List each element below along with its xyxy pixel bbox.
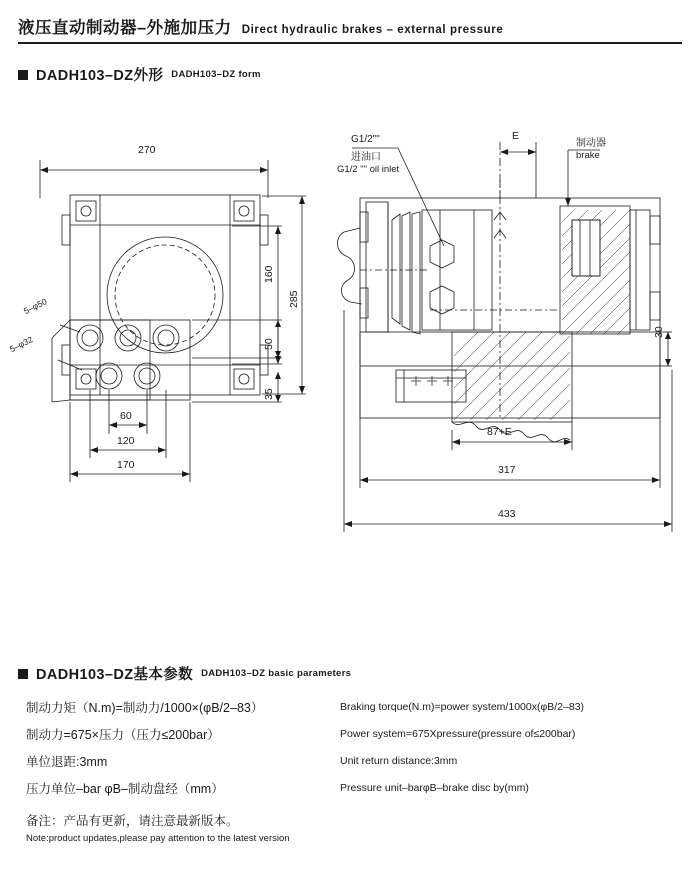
bullet-square-icon [18, 70, 28, 80]
section-form-title-cn: DADH103–DZ外形 [36, 68, 164, 84]
dim-433: 433 [498, 508, 516, 520]
param-en-3: Unit return distance:3mm [340, 755, 458, 767]
technical-drawing [0, 120, 700, 590]
dim-35: 35 [263, 388, 275, 400]
label-inlet-en: G1/2 "" oil inlet [337, 164, 400, 175]
page-title-en: Direct hydraulic brakes – external pressure [241, 24, 504, 36]
note-cn: 备注：产品有更新，请注意最新版本。 [26, 814, 239, 828]
dim-5-phi-50: 5–φ50 [22, 296, 49, 316]
label-brake-cn: 制动器 [576, 138, 606, 149]
dim-5-phi-32: 5–φ32 [8, 334, 35, 354]
label-brake-en: brake [576, 150, 600, 161]
dim-170: 170 [117, 459, 135, 471]
dim-E: E [512, 130, 520, 142]
dim-317: 317 [498, 464, 516, 476]
label-inlet-cn: 进油口 [351, 152, 381, 163]
page-title-cn: 液压直动制动器–外施加压力 [18, 19, 232, 37]
dim-270: 270 [138, 144, 156, 156]
label-inlet-size: G1/2"" [351, 134, 380, 145]
param-en-2: Power system=675Xpressure(pressure of≤200bar) [340, 728, 576, 740]
param-en-1: Braking torque(N.m)=power system/1000x(φB/2–83) [340, 701, 585, 713]
dim-285: 285 [288, 290, 300, 308]
section-heading-parameters [18, 663, 351, 684]
dim-30: 30 [653, 326, 665, 338]
dim-60: 60 [120, 410, 132, 422]
param-cn-4: 压力单位–bar φB–制动盘经（mm） [26, 782, 224, 796]
section-heading-form [18, 64, 261, 85]
dim-50: 50 [263, 338, 275, 350]
note-en: Note:product updates,please pay attention to the latest version [26, 833, 290, 844]
dim-120: 120 [117, 435, 135, 447]
param-cn-2: 制动力=675×压力（压力≤200bar） [26, 728, 220, 742]
dim-87-plus-E: 87+E [487, 426, 512, 438]
section-params-title-en: DADH103–DZ basic parameters [201, 668, 352, 679]
bullet-square-icon-2 [18, 669, 28, 679]
page-title [18, 14, 682, 38]
param-cn-1: 制动力矩（N.m)=制动力/1000×(φB/2–83） [26, 701, 264, 715]
param-cn-3: 单位退距:3mm [26, 755, 108, 769]
param-en-4: Pressure unit–barφB–brake disc by(mm) [340, 782, 529, 794]
section-params-title-cn: DADH103–DZ基本参数 [36, 667, 194, 683]
title-divider [18, 42, 682, 44]
section-form-title-en: DADH103–DZ form [171, 69, 261, 80]
dim-160: 160 [263, 265, 275, 283]
